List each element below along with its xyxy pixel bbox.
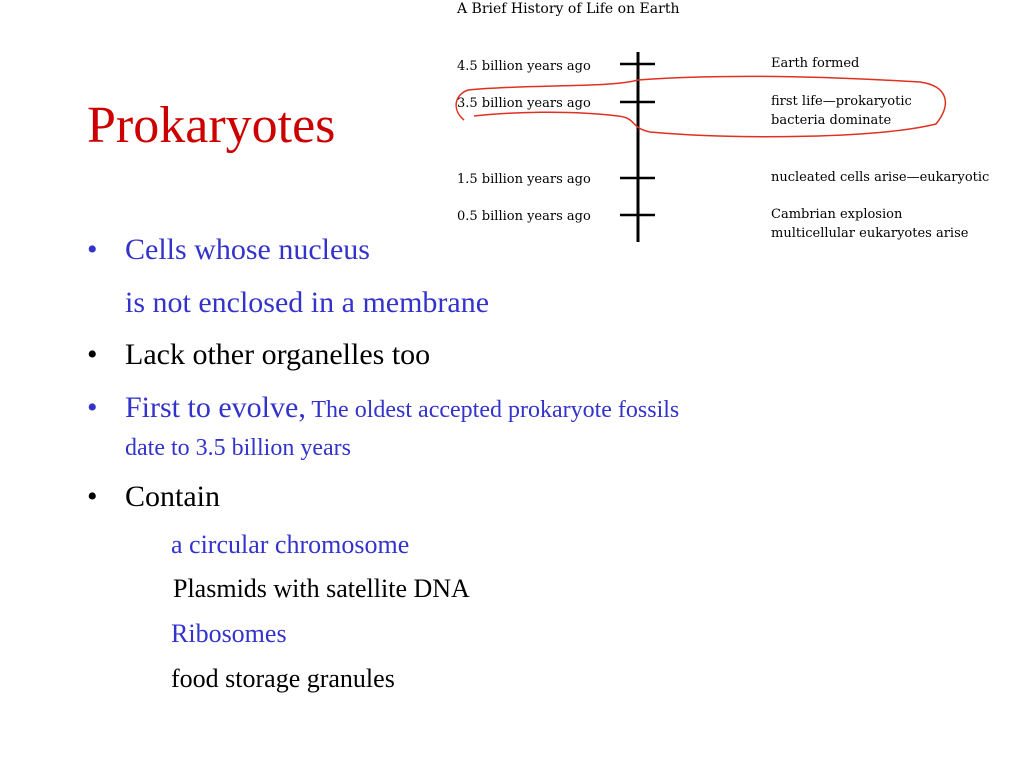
bullet-2-text: Lack other organelles too xyxy=(125,338,431,371)
bullet-1-line1: Cells whose nucleus xyxy=(125,233,370,266)
timeline-date-0: 4.5 billion years ago xyxy=(457,59,591,74)
timeline-figure xyxy=(440,0,1024,250)
bullet-4-text: Contain xyxy=(125,480,220,513)
bullet-3 xyxy=(87,393,927,425)
bullet-marker: • xyxy=(87,391,98,424)
bullet-4 xyxy=(87,482,387,514)
sub-item-circular-chromosome: a circular chromosome xyxy=(171,530,410,559)
bullet-marker: • xyxy=(87,480,98,513)
bullet-3-detail-1: The oldest accepted prokaryote fossils xyxy=(305,397,680,423)
sub-item-plasmids: Plasmids with satellite DNA xyxy=(173,574,470,603)
timeline-svg xyxy=(440,0,1024,250)
bullet-3-line1 xyxy=(125,393,679,423)
bullet-marker: • xyxy=(87,338,98,371)
sub-item-food-storage: food storage granules xyxy=(171,664,395,693)
timeline-event-3-line1: Cambrian explosion xyxy=(771,207,903,222)
timeline-title: A Brief History of Life on Earth xyxy=(457,1,680,17)
timeline-date-1: 3.5 billion years ago xyxy=(457,96,591,111)
timeline-date-3: 0.5 billion years ago xyxy=(457,209,591,224)
bullet-1 xyxy=(87,235,607,267)
timeline-event-1-line2: bacteria dominate xyxy=(771,113,892,128)
bullet-3-detail-2: date to 3.5 billion years xyxy=(125,435,351,461)
bullet-3-lead: First to evolve, xyxy=(125,391,306,424)
timeline-date-2: 1.5 billion years ago xyxy=(457,172,591,187)
timeline-event-0: Earth formed xyxy=(771,56,860,71)
timeline-event-2: nucleated cells arise—eukaryotic xyxy=(771,170,990,185)
bullet-2 xyxy=(87,340,607,372)
bullet-1-line2: is not enclosed in a membrane xyxy=(125,286,490,319)
slide-title: Prokaryotes xyxy=(87,97,336,154)
sub-item-ribosomes: Ribosomes xyxy=(171,619,287,648)
bullet-marker: • xyxy=(87,233,98,266)
timeline-event-3-line2: multicellular eukaryotes arise xyxy=(771,226,969,241)
timeline-event-1-line1: first life—prokaryotic xyxy=(771,94,912,109)
